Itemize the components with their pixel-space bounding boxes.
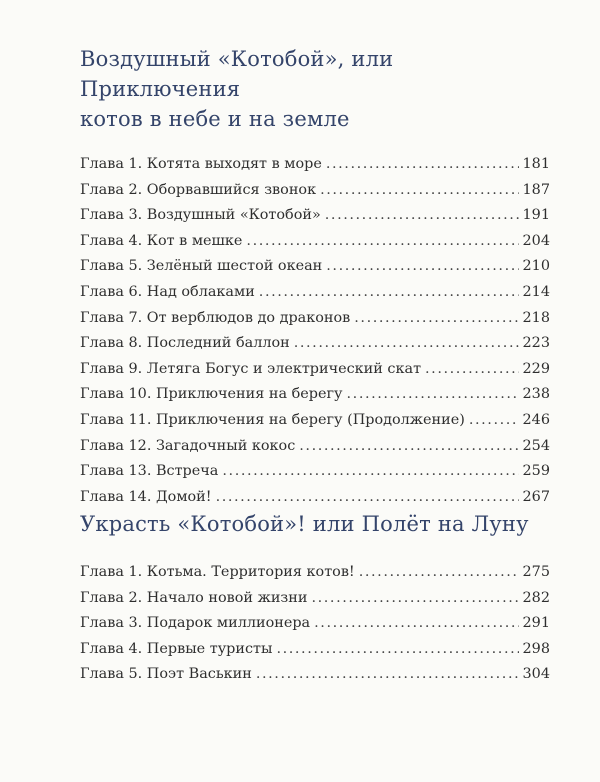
dot-leader [294,331,519,357]
section-2-chapter-list [80,560,550,688]
chapter-title: Глава 3. Воздушный «Котобой» [80,207,321,224]
section-2-title-text: Украсть «Котобой»! или Полёт на Луну [80,512,529,536]
toc-section-1 [80,44,550,510]
chapter-title: Глава 1. Котьма. Территория котов! [80,564,355,580]
chapter-title: Глава 4. Первые туристы [80,640,273,657]
toc-entry[interactable] [80,408,550,434]
dot-leader [359,560,519,586]
chapter-title: Глава 4. Кот в мешке [80,232,243,249]
page-number: 282 [522,589,550,606]
chapter-title: Глава 7. От верблюдов до драконов [80,309,351,326]
chapter-title: Глава 5. Зелёный шестой океан [80,258,323,275]
dot-leader [469,408,519,434]
page-number: 238 [522,386,550,403]
section-1-title [80,44,550,134]
dot-leader [325,203,519,229]
page-number: 259 [522,463,550,480]
page-number: 275 [522,564,550,580]
page-number: 210 [522,258,550,275]
chapter-title: Глава 5. Поэт Васькин [80,666,252,683]
toc-entry[interactable] [80,662,550,688]
toc-entry[interactable] [80,382,550,408]
toc-entry[interactable] [80,357,550,383]
dot-leader [256,662,519,688]
toc-entry[interactable] [80,434,550,460]
chapter-title: Глава 2. Начало новой жизни [80,589,308,606]
section-1-title-line-2: котов в небе и на земле [80,107,350,131]
toc-entry[interactable] [80,485,550,511]
dot-leader [311,586,518,612]
dot-leader [320,178,518,204]
toc-entry[interactable] [80,560,550,586]
page-number: 214 [522,283,550,300]
section-1-chapter-list [80,152,550,510]
toc-entry[interactable] [80,586,550,612]
dot-leader [347,382,519,408]
chapter-title: Глава 13. Встреча [80,463,219,480]
page-number: 191 [522,207,550,224]
toc-entry[interactable] [80,280,550,306]
toc-entry[interactable] [80,178,550,204]
chapter-title: Глава 1. Котята выходят в море [80,156,322,172]
chapter-title: Глава 2. Оборвавшийся звонок [80,181,317,198]
dot-leader [246,229,518,255]
chapter-title: Глава 6. Над облаками [80,283,255,300]
chapter-title: Глава 14. Домой! [80,488,212,505]
page-number: 229 [522,360,550,377]
toc-entry[interactable] [80,611,550,637]
page-number: 218 [522,309,550,326]
toc-entry[interactable] [80,306,550,332]
dot-leader [276,637,518,663]
dot-leader [425,357,519,383]
toc-entry[interactable] [80,331,550,357]
dot-leader [326,254,518,280]
toc-entry[interactable] [80,254,550,280]
dot-leader [299,434,518,460]
toc-entry[interactable] [80,203,550,229]
chapter-title: Глава 10. Приключения на берегу [80,386,343,403]
page-number: 267 [522,488,550,505]
page-number: 181 [522,156,550,172]
toc-section-2 [80,509,550,688]
toc-entry[interactable] [80,152,550,178]
chapter-title: Глава 12. Загадочный кокос [80,437,296,454]
page-number: 254 [522,437,550,454]
section-1-title-line-1: Воздушный «Котобой», или Приключения [80,47,394,101]
dot-leader [222,459,518,485]
page-number: 223 [522,335,550,352]
dot-leader [314,611,518,637]
dot-leader [354,306,518,332]
chapter-title: Глава 3. Подарок миллионера [80,615,311,632]
page-number: 298 [522,640,550,657]
dot-leader [326,152,519,178]
page-number: 304 [522,666,550,683]
page-number: 246 [522,411,550,428]
dot-leader [216,485,519,511]
chapter-title: Глава 8. Последний баллон [80,335,290,352]
toc-entry[interactable] [80,459,550,485]
toc-entry[interactable] [80,229,550,255]
page-number: 204 [522,232,550,249]
chapter-title: Глава 9. Летяга Богус и электрический скат [80,360,422,377]
chapter-title: Глава 11. Приключения на берегу (Продолжение) [80,411,465,428]
page-number: 187 [522,181,550,198]
page-number: 291 [522,615,550,632]
section-2-title [80,509,550,539]
toc-entry[interactable] [80,637,550,663]
dot-leader [259,280,519,306]
